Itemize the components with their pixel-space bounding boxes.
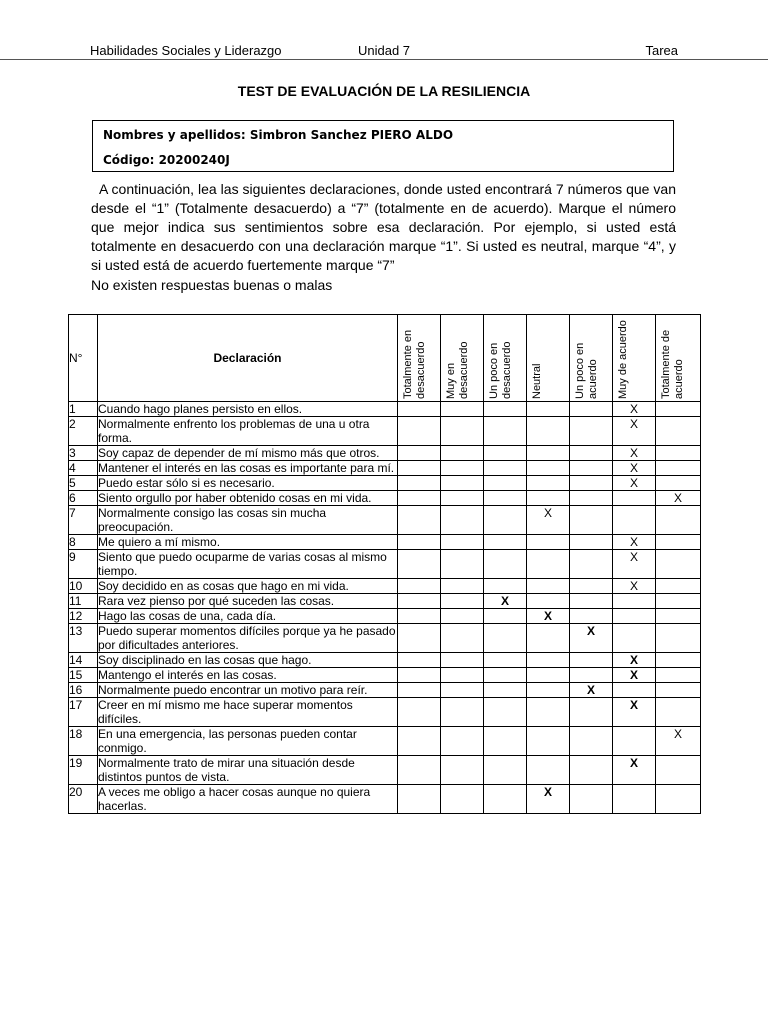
answer-cell-1[interactable]: [398, 417, 441, 446]
row-declaration: Puedo estar sólo si es necesario.: [98, 476, 398, 491]
row-number: 4: [69, 461, 98, 476]
answer-cell-2[interactable]: [441, 727, 484, 756]
row-declaration: Hago las cosas de una, cada día.: [98, 609, 398, 624]
answer-cell-4[interactable]: [527, 594, 570, 609]
answer-cell-5[interactable]: [570, 402, 613, 417]
row-declaration: Soy capaz de depender de mí mismo más que otros.: [98, 446, 398, 461]
table-row: [69, 727, 701, 756]
scale-header-5: [570, 315, 613, 402]
answer-cell-3[interactable]: [484, 446, 527, 461]
answer-cell-7[interactable]: [656, 609, 701, 624]
answer-cell-3[interactable]: [484, 727, 527, 756]
answer-cell-6[interactable]: [613, 491, 656, 506]
table-row: [69, 785, 701, 814]
answer-cell-5[interactable]: X: [570, 624, 613, 653]
answer-cell-3[interactable]: [484, 609, 527, 624]
table-row: [69, 550, 701, 579]
answer-cell-7[interactable]: X: [656, 491, 701, 506]
answer-cell-1[interactable]: [398, 446, 441, 461]
answer-cell-5[interactable]: [570, 668, 613, 683]
answer-cell-7[interactable]: [656, 461, 701, 476]
answer-cell-5[interactable]: [570, 506, 613, 535]
answer-cell-5[interactable]: [570, 417, 613, 446]
row-number: 17: [69, 698, 98, 727]
table-row: [69, 756, 701, 785]
answer-cell-3[interactable]: [484, 550, 527, 579]
answer-cell-1[interactable]: [398, 594, 441, 609]
document-type: Tarea: [645, 43, 678, 58]
answer-cell-3[interactable]: [484, 683, 527, 698]
answer-cell-2[interactable]: [441, 785, 484, 814]
row-declaration: Normalmente trato de mirar una situación desde distintos puntos de vista.: [98, 756, 398, 785]
row-declaration: Cuando hago planes persisto en ellos.: [98, 402, 398, 417]
answer-cell-6[interactable]: X: [613, 653, 656, 668]
answer-cell-3[interactable]: [484, 579, 527, 594]
row-number: 12: [69, 609, 98, 624]
answer-cell-4[interactable]: [527, 476, 570, 491]
row-declaration: Siento que puedo ocuparme de varias cosas al mismo tiempo.: [98, 550, 398, 579]
table-row: [69, 698, 701, 727]
table-row: [69, 668, 701, 683]
table-row: [69, 609, 701, 624]
instructions-note: No existen respuestas buenas o malas: [91, 277, 333, 293]
student-code: Código: 20200240J: [103, 153, 230, 167]
answer-cell-2[interactable]: [441, 476, 484, 491]
row-declaration: Siento orgullo por haber obtenido cosas en mi vida.: [98, 491, 398, 506]
row-number: 5: [69, 476, 98, 491]
scale-label-1: Totalmente en desacuerdo: [402, 329, 427, 399]
answer-cell-2[interactable]: [441, 698, 484, 727]
student-info-box: [92, 120, 674, 172]
answer-cell-6[interactable]: X: [613, 417, 656, 446]
answer-cell-5[interactable]: [570, 550, 613, 579]
column-header-declaration: Declaración: [98, 315, 398, 402]
answer-cell-2[interactable]: [441, 402, 484, 417]
answer-cell-7[interactable]: [656, 668, 701, 683]
row-number: 20: [69, 785, 98, 814]
answer-cell-6[interactable]: X: [613, 668, 656, 683]
answer-cell-3[interactable]: [484, 491, 527, 506]
table-row: [69, 594, 701, 609]
answer-cell-1[interactable]: [398, 756, 441, 785]
table-row: [69, 417, 701, 446]
answer-cell-3[interactable]: [484, 756, 527, 785]
answer-cell-6[interactable]: [613, 624, 656, 653]
answer-cell-2[interactable]: [441, 756, 484, 785]
table-row: [69, 506, 701, 535]
answer-cell-2[interactable]: [441, 417, 484, 446]
header-divider: [0, 59, 768, 60]
answer-cell-7[interactable]: [656, 579, 701, 594]
answer-cell-6[interactable]: [613, 785, 656, 814]
answer-cell-1[interactable]: [398, 535, 441, 550]
answer-cell-4[interactable]: [527, 579, 570, 594]
answer-cell-1[interactable]: [398, 461, 441, 476]
row-number: 16: [69, 683, 98, 698]
answer-cell-2[interactable]: [441, 491, 484, 506]
answer-cell-5[interactable]: [570, 461, 613, 476]
answer-cell-2[interactable]: [441, 653, 484, 668]
row-declaration: Soy decidido en as cosas que hago en mi vida.: [98, 579, 398, 594]
row-number: 18: [69, 727, 98, 756]
answer-cell-2[interactable]: [441, 668, 484, 683]
answer-cell-2[interactable]: [441, 535, 484, 550]
answer-cell-1[interactable]: [398, 624, 441, 653]
answer-cell-7[interactable]: [656, 594, 701, 609]
column-header-number: N°: [69, 315, 98, 402]
row-declaration: Normalmente puedo encontrar un motivo para reír.: [98, 683, 398, 698]
unit-label: Unidad 7: [358, 43, 411, 58]
answer-cell-4[interactable]: [527, 550, 570, 579]
row-number: 2: [69, 417, 98, 446]
answer-cell-4[interactable]: [527, 727, 570, 756]
table-row: [69, 624, 701, 653]
row-number: 1: [69, 402, 98, 417]
row-declaration: Creer en mí mismo me hace superar momentos difíciles.: [98, 698, 398, 727]
answer-cell-7[interactable]: [656, 683, 701, 698]
answer-cell-4[interactable]: [527, 461, 570, 476]
answer-cell-7[interactable]: [656, 550, 701, 579]
answer-cell-3[interactable]: [484, 668, 527, 683]
answer-cell-6[interactable]: [613, 683, 656, 698]
page-header: [90, 40, 678, 60]
answer-cell-5[interactable]: [570, 756, 613, 785]
answer-cell-7[interactable]: [656, 624, 701, 653]
answer-cell-6[interactable]: [613, 609, 656, 624]
answer-cell-7[interactable]: [656, 756, 701, 785]
answer-cell-7[interactable]: [656, 653, 701, 668]
answer-cell-3[interactable]: X: [484, 594, 527, 609]
answer-cell-6[interactable]: X: [613, 550, 656, 579]
answer-cell-2[interactable]: [441, 609, 484, 624]
answer-cell-4[interactable]: [527, 756, 570, 785]
answer-cell-3[interactable]: [484, 506, 527, 535]
answer-cell-3[interactable]: [484, 417, 527, 446]
answer-cell-6[interactable]: X: [613, 402, 656, 417]
answer-cell-6[interactable]: [613, 594, 656, 609]
answer-cell-2[interactable]: [441, 461, 484, 476]
scale-label-3: Un poco en desacuerdo: [488, 341, 513, 399]
course-name: Habilidades Sociales y Liderazgo: [90, 43, 282, 58]
answer-cell-1[interactable]: [398, 683, 441, 698]
answer-cell-1[interactable]: [398, 402, 441, 417]
table-row: [69, 402, 701, 417]
answer-cell-1[interactable]: [398, 653, 441, 668]
scale-label-4: Neutral: [531, 363, 543, 399]
answer-cell-5[interactable]: [570, 476, 613, 491]
answer-cell-1[interactable]: [398, 491, 441, 506]
answer-cell-6[interactable]: X: [613, 446, 656, 461]
answer-cell-1[interactable]: [398, 727, 441, 756]
answer-cell-5[interactable]: [570, 491, 613, 506]
table-row: [69, 535, 701, 550]
answer-cell-4[interactable]: [527, 683, 570, 698]
table-row: [69, 491, 701, 506]
answer-cell-3[interactable]: [484, 785, 527, 814]
answer-cell-6[interactable]: X: [613, 579, 656, 594]
answer-cell-2[interactable]: [441, 506, 484, 535]
row-declaration: Rara vez pienso por qué suceden las cosas.: [98, 594, 398, 609]
scale-header-2: [441, 315, 484, 402]
answer-cell-2[interactable]: [441, 579, 484, 594]
row-declaration: Normalmente enfrento los problemas de una u otra forma.: [98, 417, 398, 446]
answer-cell-4[interactable]: X: [527, 609, 570, 624]
answer-cell-7[interactable]: [656, 402, 701, 417]
answer-cell-5[interactable]: [570, 609, 613, 624]
row-number: 15: [69, 668, 98, 683]
row-number: 19: [69, 756, 98, 785]
answer-cell-4[interactable]: X: [527, 506, 570, 535]
student-name: Nombres y apellidos: Simbron Sanchez PIERO ALDO: [103, 128, 454, 142]
answer-cell-1[interactable]: [398, 785, 441, 814]
row-declaration: Mantener el interés en las cosas es importante para mí.: [98, 461, 398, 476]
answer-cell-5[interactable]: [570, 594, 613, 609]
answer-cell-4[interactable]: [527, 535, 570, 550]
table-row: [69, 476, 701, 491]
table-row: [69, 446, 701, 461]
answer-cell-4[interactable]: [527, 491, 570, 506]
row-declaration: A veces me obligo a hacer cosas aunque no quiera hacerlas.: [98, 785, 398, 814]
answer-cell-7[interactable]: [656, 446, 701, 461]
answer-cell-5[interactable]: [570, 698, 613, 727]
answer-cell-6[interactable]: X: [613, 756, 656, 785]
scale-header-4: [527, 315, 570, 402]
answer-cell-6[interactable]: X: [613, 698, 656, 727]
answer-cell-5[interactable]: [570, 785, 613, 814]
answer-cell-1[interactable]: [398, 506, 441, 535]
answer-cell-1[interactable]: [398, 550, 441, 579]
table-row: [69, 461, 701, 476]
row-declaration: Me quiero a mí mismo.: [98, 535, 398, 550]
answer-cell-2[interactable]: [441, 550, 484, 579]
answer-cell-3[interactable]: [484, 653, 527, 668]
answer-cell-3[interactable]: [484, 461, 527, 476]
answer-cell-2[interactable]: [441, 446, 484, 461]
answer-cell-3[interactable]: [484, 698, 527, 727]
row-number: 6: [69, 491, 98, 506]
answer-cell-4[interactable]: [527, 417, 570, 446]
scale-header-3: [484, 315, 527, 402]
row-number: 10: [69, 579, 98, 594]
answer-cell-2[interactable]: [441, 683, 484, 698]
answer-cell-7[interactable]: [656, 476, 701, 491]
table-row: [69, 653, 701, 668]
answer-cell-6[interactable]: X: [613, 476, 656, 491]
row-number: 11: [69, 594, 98, 609]
row-declaration: Normalmente consigo las cosas sin mucha preocupación.: [98, 506, 398, 535]
answer-cell-3[interactable]: [484, 476, 527, 491]
answer-cell-7[interactable]: [656, 698, 701, 727]
row-declaration: Soy disciplinado en las cosas que hago.: [98, 653, 398, 668]
page-title: TEST DE EVALUACIÓN DE LA RESILIENCIA: [237, 83, 531, 99]
resilience-test-table: [68, 314, 701, 814]
scale-header-7: [656, 315, 701, 402]
answer-cell-7[interactable]: [656, 785, 701, 814]
answer-cell-4[interactable]: [527, 624, 570, 653]
row-number: 9: [69, 550, 98, 579]
answer-cell-4[interactable]: [527, 446, 570, 461]
row-number: 8: [69, 535, 98, 550]
answer-cell-3[interactable]: [484, 624, 527, 653]
answer-cell-5[interactable]: [570, 535, 613, 550]
scale-label-5: Un poco en acuerdo: [574, 342, 599, 399]
instructions-paragraph: A continuación, lea las siguientes declaraciones, donde usted encontrará 7 números que van desde el “1” (Totalmente desacuerdo) a “7” (totalmente en de acuerdo). Marque el número que mejor indica sus sentimientos sobre esa declaración. Por ejemplo, si usted está totalmente en desacuerdo con una declaración marque “1”. Si usted es neutral, marque “4”, y si usted está de acuerdo fuertemente marque “7”: [91, 181, 676, 273]
answer-cell-4[interactable]: [527, 653, 570, 668]
answer-cell-5[interactable]: [570, 579, 613, 594]
answer-cell-6[interactable]: [613, 727, 656, 756]
answer-cell-1[interactable]: [398, 579, 441, 594]
scale-header-6: [613, 315, 656, 402]
answer-cell-1[interactable]: [398, 609, 441, 624]
answer-cell-5[interactable]: [570, 727, 613, 756]
answer-cell-1[interactable]: [398, 476, 441, 491]
answer-cell-7[interactable]: [656, 417, 701, 446]
scale-label-2: Muy en desacuerdo: [445, 341, 470, 399]
answer-cell-4[interactable]: [527, 402, 570, 417]
scale-label-7: Totalmente de acuerdo: [660, 329, 685, 399]
answer-cell-4[interactable]: X: [527, 785, 570, 814]
answer-cell-5[interactable]: [570, 446, 613, 461]
answer-cell-6[interactable]: [613, 506, 656, 535]
answer-cell-2[interactable]: [441, 624, 484, 653]
answer-cell-4[interactable]: [527, 668, 570, 683]
answer-cell-7[interactable]: [656, 535, 701, 550]
answer-cell-3[interactable]: [484, 402, 527, 417]
scale-header-1: [398, 315, 441, 402]
row-declaration: Puedo superar momentos difíciles porque ya he pasado por dificultades anteriores.: [98, 624, 396, 652]
answer-cell-1[interactable]: [398, 698, 441, 727]
row-declaration: En una emergencia, las personas pueden contar conmigo.: [98, 727, 398, 756]
row-declaration: Mantengo el interés en las cosas.: [98, 668, 398, 683]
answer-cell-3[interactable]: [484, 535, 527, 550]
answer-cell-5[interactable]: X: [570, 683, 613, 698]
answer-cell-7[interactable]: [656, 506, 701, 535]
row-number: 3: [69, 446, 98, 461]
scale-label-6: Muy de acuerdo: [617, 320, 629, 399]
answer-cell-7[interactable]: X: [656, 727, 701, 756]
table-row: [69, 579, 701, 594]
table-header-row: [69, 315, 701, 402]
answer-cell-6[interactable]: X: [613, 461, 656, 476]
answer-cell-5[interactable]: [570, 653, 613, 668]
table-row: [69, 683, 701, 698]
row-number: 14: [69, 653, 98, 668]
answer-cell-6[interactable]: X: [613, 535, 656, 550]
row-number: 13: [69, 624, 98, 653]
answer-cell-1[interactable]: [398, 668, 441, 683]
answer-cell-4[interactable]: [527, 698, 570, 727]
answer-cell-2[interactable]: [441, 594, 484, 609]
row-number: 7: [69, 506, 98, 535]
